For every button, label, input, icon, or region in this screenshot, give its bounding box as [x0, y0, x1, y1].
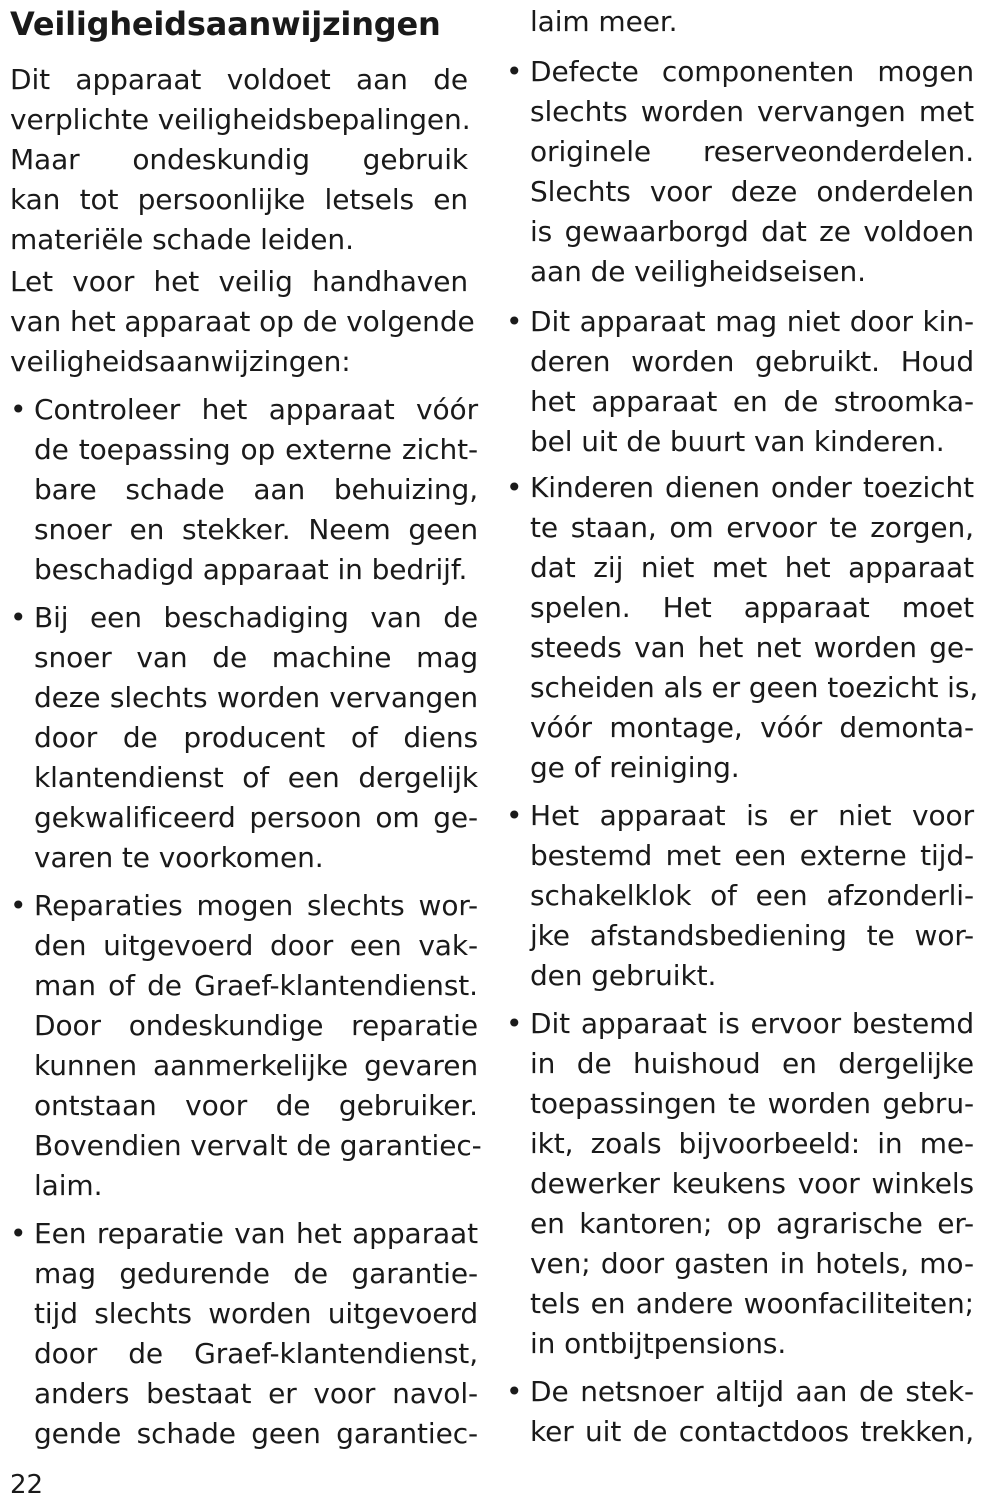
- text-line: Slechts voor deze onderdelen: [530, 175, 974, 208]
- text-line: verplichte veiligheidsbepalingen.: [10, 103, 471, 136]
- text-line: door de producent of diens: [34, 721, 478, 754]
- text-line: te staan, om ervoor te zorgen,: [530, 511, 974, 544]
- text-line: laim.: [34, 1169, 103, 1202]
- text-line: de toepassing op externe zicht-: [34, 433, 478, 466]
- text-line: Let voor het veilig handhaven: [10, 265, 468, 298]
- continued-text: [530, 2, 974, 42]
- text-line: materiële schade leiden.: [10, 223, 354, 256]
- intro-paragraph-2: [10, 262, 475, 382]
- text-line: varen te voorkomen.: [34, 841, 324, 874]
- text-line: ikt, zoals bijvoorbeeld: in me-: [530, 1127, 974, 1160]
- bullet-icon: •: [506, 305, 523, 338]
- text-line: ontstaan voor de gebruiker.: [34, 1089, 478, 1122]
- text-line: man of de Graef-klantendienst.: [34, 969, 478, 1002]
- text-line: dat zij niet met het apparaat: [530, 551, 974, 584]
- text-line: in de huishoud en dergelijke: [530, 1047, 974, 1080]
- bullet-icon: •: [506, 1007, 523, 1040]
- bullet-icon: •: [10, 601, 27, 634]
- text-line: aan de veiligheidseisen.: [530, 255, 866, 288]
- text-line: originele reserveonderdelen.: [530, 135, 974, 168]
- text-line: laim meer.: [530, 5, 678, 38]
- text-line: ven; door gasten in hotels, mo-: [530, 1247, 974, 1280]
- text-line: dewerker keukens voor winkels: [530, 1167, 974, 1200]
- text-line: slechts worden vervangen met: [530, 95, 974, 128]
- text-line: Kinderen dienen onder toezicht: [530, 471, 974, 504]
- bullet-icon: •: [10, 889, 27, 922]
- text-line: spelen. Het apparaat moet: [530, 591, 974, 624]
- text-line: gekwalificeerd persoon om ge-: [34, 801, 478, 834]
- intro-paragraph-1: [10, 60, 471, 260]
- text-line: snoer van de machine mag: [34, 641, 478, 674]
- text-line: in ontbijtpensions.: [530, 1327, 787, 1360]
- text-line: kan tot persoonlijke letsels en: [10, 183, 468, 216]
- text-line: scheiden als er geen toezicht is,: [530, 671, 979, 704]
- text-line: anders bestaat er voor navol-: [34, 1377, 478, 1410]
- text-line: bel uit de buurt van kinderen.: [530, 425, 945, 458]
- bullet-icon: •: [506, 55, 523, 88]
- page-number: 22: [10, 1470, 44, 1500]
- text-line: toepassingen te worden gebru-: [530, 1087, 974, 1120]
- text-line: De netsnoer altijd aan de stek-: [530, 1375, 974, 1408]
- text-line: ge of reiniging.: [530, 751, 740, 784]
- text-line: van het apparaat op de volgende: [10, 305, 475, 338]
- text-line: Dit apparaat voldoet aan de: [10, 63, 468, 96]
- bullet-icon: •: [506, 471, 523, 504]
- text-line: vóór montage, vóór demonta-: [530, 711, 974, 744]
- text-line: en kantoren; op agrarische er-: [530, 1207, 974, 1240]
- bullet-icon: •: [10, 393, 27, 426]
- text-line: tels en andere woonfaciliteiten;: [530, 1287, 974, 1320]
- text-line: deze slechts worden vervangen: [34, 681, 478, 714]
- text-line: het apparaat en de stroomka-: [530, 385, 974, 418]
- section-heading: Veiligheidsaanwijzingen: [10, 5, 441, 43]
- text-line: Maar ondeskundig gebruik: [10, 143, 468, 176]
- text-line: kunnen aanmerkelijke gevaren: [34, 1049, 478, 1082]
- text-line: is gewaarborgd dat ze voldoen: [530, 215, 974, 248]
- text-line: tijd slechts worden uitgevoerd: [34, 1297, 478, 1330]
- text-line: snoer en stekker. Neem geen: [34, 513, 478, 546]
- text-line: den uitgevoerd door een vak-: [34, 929, 478, 962]
- text-line: jke afstandsbediening te wor-: [530, 919, 974, 952]
- text-line: beschadigd apparaat in bedrijf.: [34, 553, 468, 586]
- text-line: bestemd met een externe tijd-: [530, 839, 974, 872]
- text-line: mag gedurende de garantie-: [34, 1257, 478, 1290]
- text-line: den gebruikt.: [530, 959, 717, 992]
- text-line: Dit apparaat mag niet door kin-: [530, 305, 974, 338]
- text-line: door de Graef-klantendienst,: [34, 1337, 478, 1370]
- text-line: deren worden gebruikt. Houd: [530, 345, 974, 378]
- text-line: Bij een beschadiging van de: [34, 601, 478, 634]
- text-line: Bovendien vervalt de garantiec-: [34, 1129, 482, 1162]
- text-line: Defecte componenten mogen: [530, 55, 974, 88]
- text-line: ker uit de contactdoos trekken,: [530, 1415, 974, 1448]
- text-line: gende schade geen garantiec-: [34, 1417, 478, 1450]
- bullet-icon: •: [10, 1217, 27, 1250]
- bullet-icon: •: [506, 1375, 523, 1408]
- text-line: Een reparatie van het apparaat: [34, 1217, 478, 1250]
- text-line: Controleer het apparaat vóór: [34, 393, 478, 426]
- text-line: veiligheidsaanwijzingen:: [10, 345, 351, 378]
- text-line: Door ondeskundige reparatie: [34, 1009, 478, 1042]
- text-line: steeds van het net worden ge-: [530, 631, 974, 664]
- text-line: schakelklok of een afzonderli-: [530, 879, 974, 912]
- text-line: Reparaties mogen slechts wor-: [34, 889, 478, 922]
- text-line: Het apparaat is er niet voor: [530, 799, 974, 832]
- text-line: Dit apparaat is ervoor bestemd: [530, 1007, 974, 1040]
- text-line: bare schade aan behuizing,: [34, 473, 478, 506]
- bullet-icon: •: [506, 799, 523, 832]
- text-line: klantendienst of een dergelijk: [34, 761, 478, 794]
